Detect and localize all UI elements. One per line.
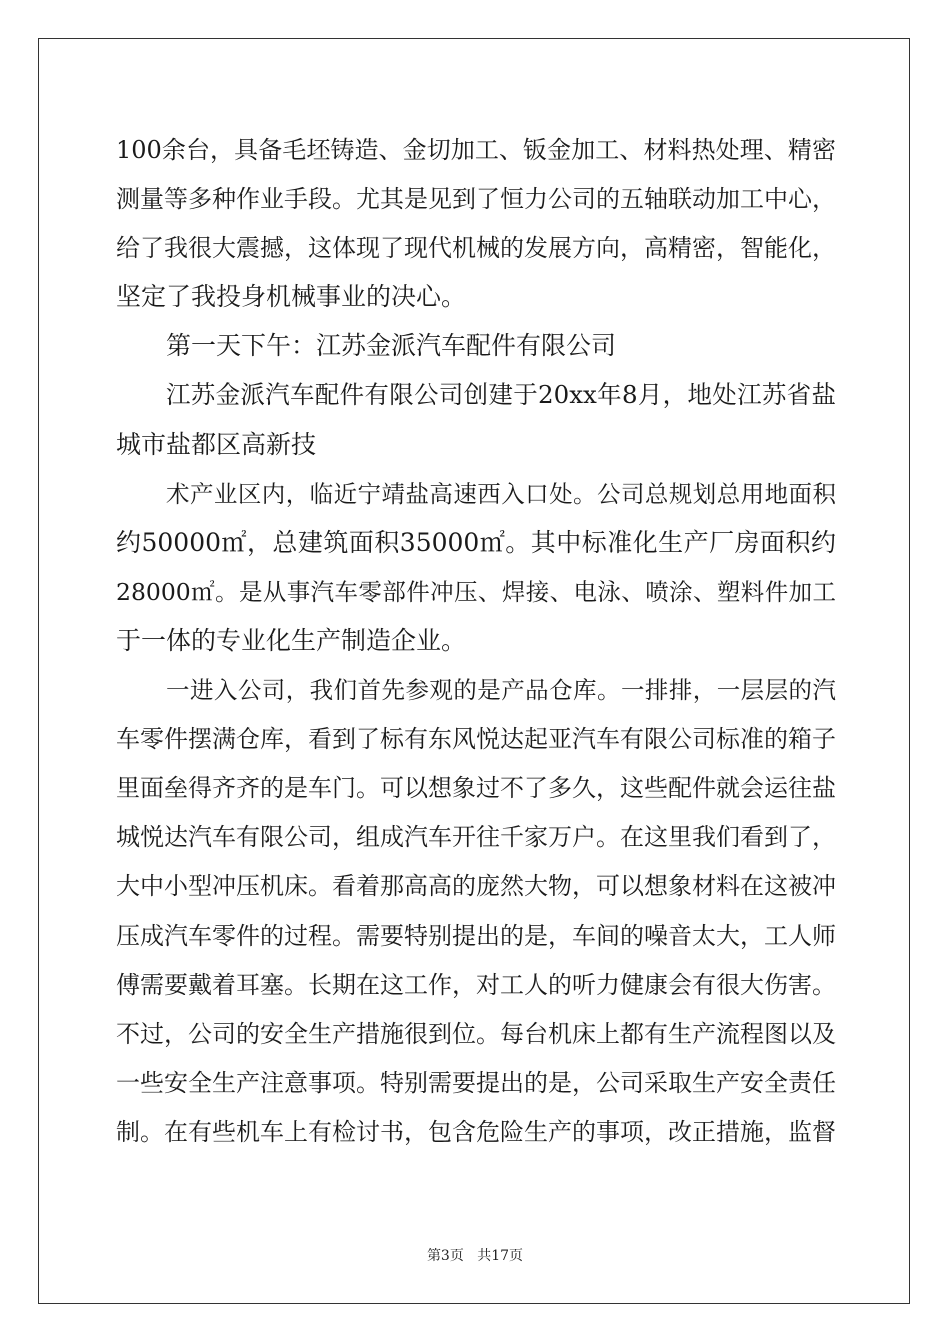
- text-line: 制。在有些机车上有检讨书，包含危险生产的事项，改正措施，监督: [116, 1117, 836, 1146]
- text-line: 大中小型冲压机床。看着那高高的庞然大物，可以想象材料在这被冲: [116, 872, 836, 901]
- text-line: 测量等多种作业手段。尤其是见到了恒力公司的五轴联动加工中心，: [116, 185, 836, 214]
- text-line: 里面垒得齐齐的是车门。可以想象过不了多久，这些配件就会运往盐: [116, 774, 836, 803]
- section-heading: 第一天下午：江苏金派汽车配件有限公司: [166, 331, 617, 361]
- text-line: 给了我很大震撼，这体现了现代机械的发展方向，高精密，智能化，: [116, 234, 836, 263]
- text-line: 压成汽车零件的过程。需要特别提出的是，车间的噪音太大，工人师: [116, 921, 836, 950]
- text-line: 28000㎡。是从事汽车零部件冲压、焊接、电泳、喷涂、塑料件加工: [116, 577, 836, 606]
- text-line: 一些安全生产注意事项。特别需要提出的是，公司采取生产安全责任: [116, 1068, 836, 1097]
- text-line: 车零件摆满仓库，看到了标有东风悦达起亚汽车有限公司标准的箱子: [116, 725, 836, 754]
- text-line: 约50000㎡，总建筑面积35000㎡。其中标准化生产厂房面积约: [116, 527, 836, 557]
- page-number: 第3页: [426, 1248, 464, 1264]
- page-total: 共17页: [477, 1248, 524, 1264]
- text-line: 城悦达汽车有限公司，组成汽车开往千家万户。在这里我们看到了，: [116, 823, 836, 852]
- text-line: 江苏金派汽车配件有限公司创建于20xx年8月，地处江苏省盐: [166, 380, 836, 410]
- text-line: 不过，公司的安全生产措施很到位。每台机床上都有生产流程图以及: [116, 1019, 836, 1048]
- text-line: 术产业区内，临近宁靖盐高速西入口处。公司总规划总用地面积: [166, 479, 836, 508]
- text-line: 傅需要戴着耳塞。长期在这工作，对工人的听力健康会有很大伤害。: [116, 970, 836, 999]
- text-line: 城市盐都区高新技: [116, 429, 317, 459]
- text-line: 一进入公司，我们首先参观的是产品仓库。一排排，一层层的汽: [166, 676, 836, 705]
- text-line: 100余台，具备毛坯铸造、金切加工、钣金加工、材料热处理、精密: [116, 136, 836, 164]
- text-line: 于一体的专业化生产制造企业。: [116, 625, 467, 655]
- document-body: [116, 130, 836, 1161]
- page-footer: [0, 1246, 950, 1266]
- text-line: 坚定了我投身机械事业的决心。: [116, 282, 467, 312]
